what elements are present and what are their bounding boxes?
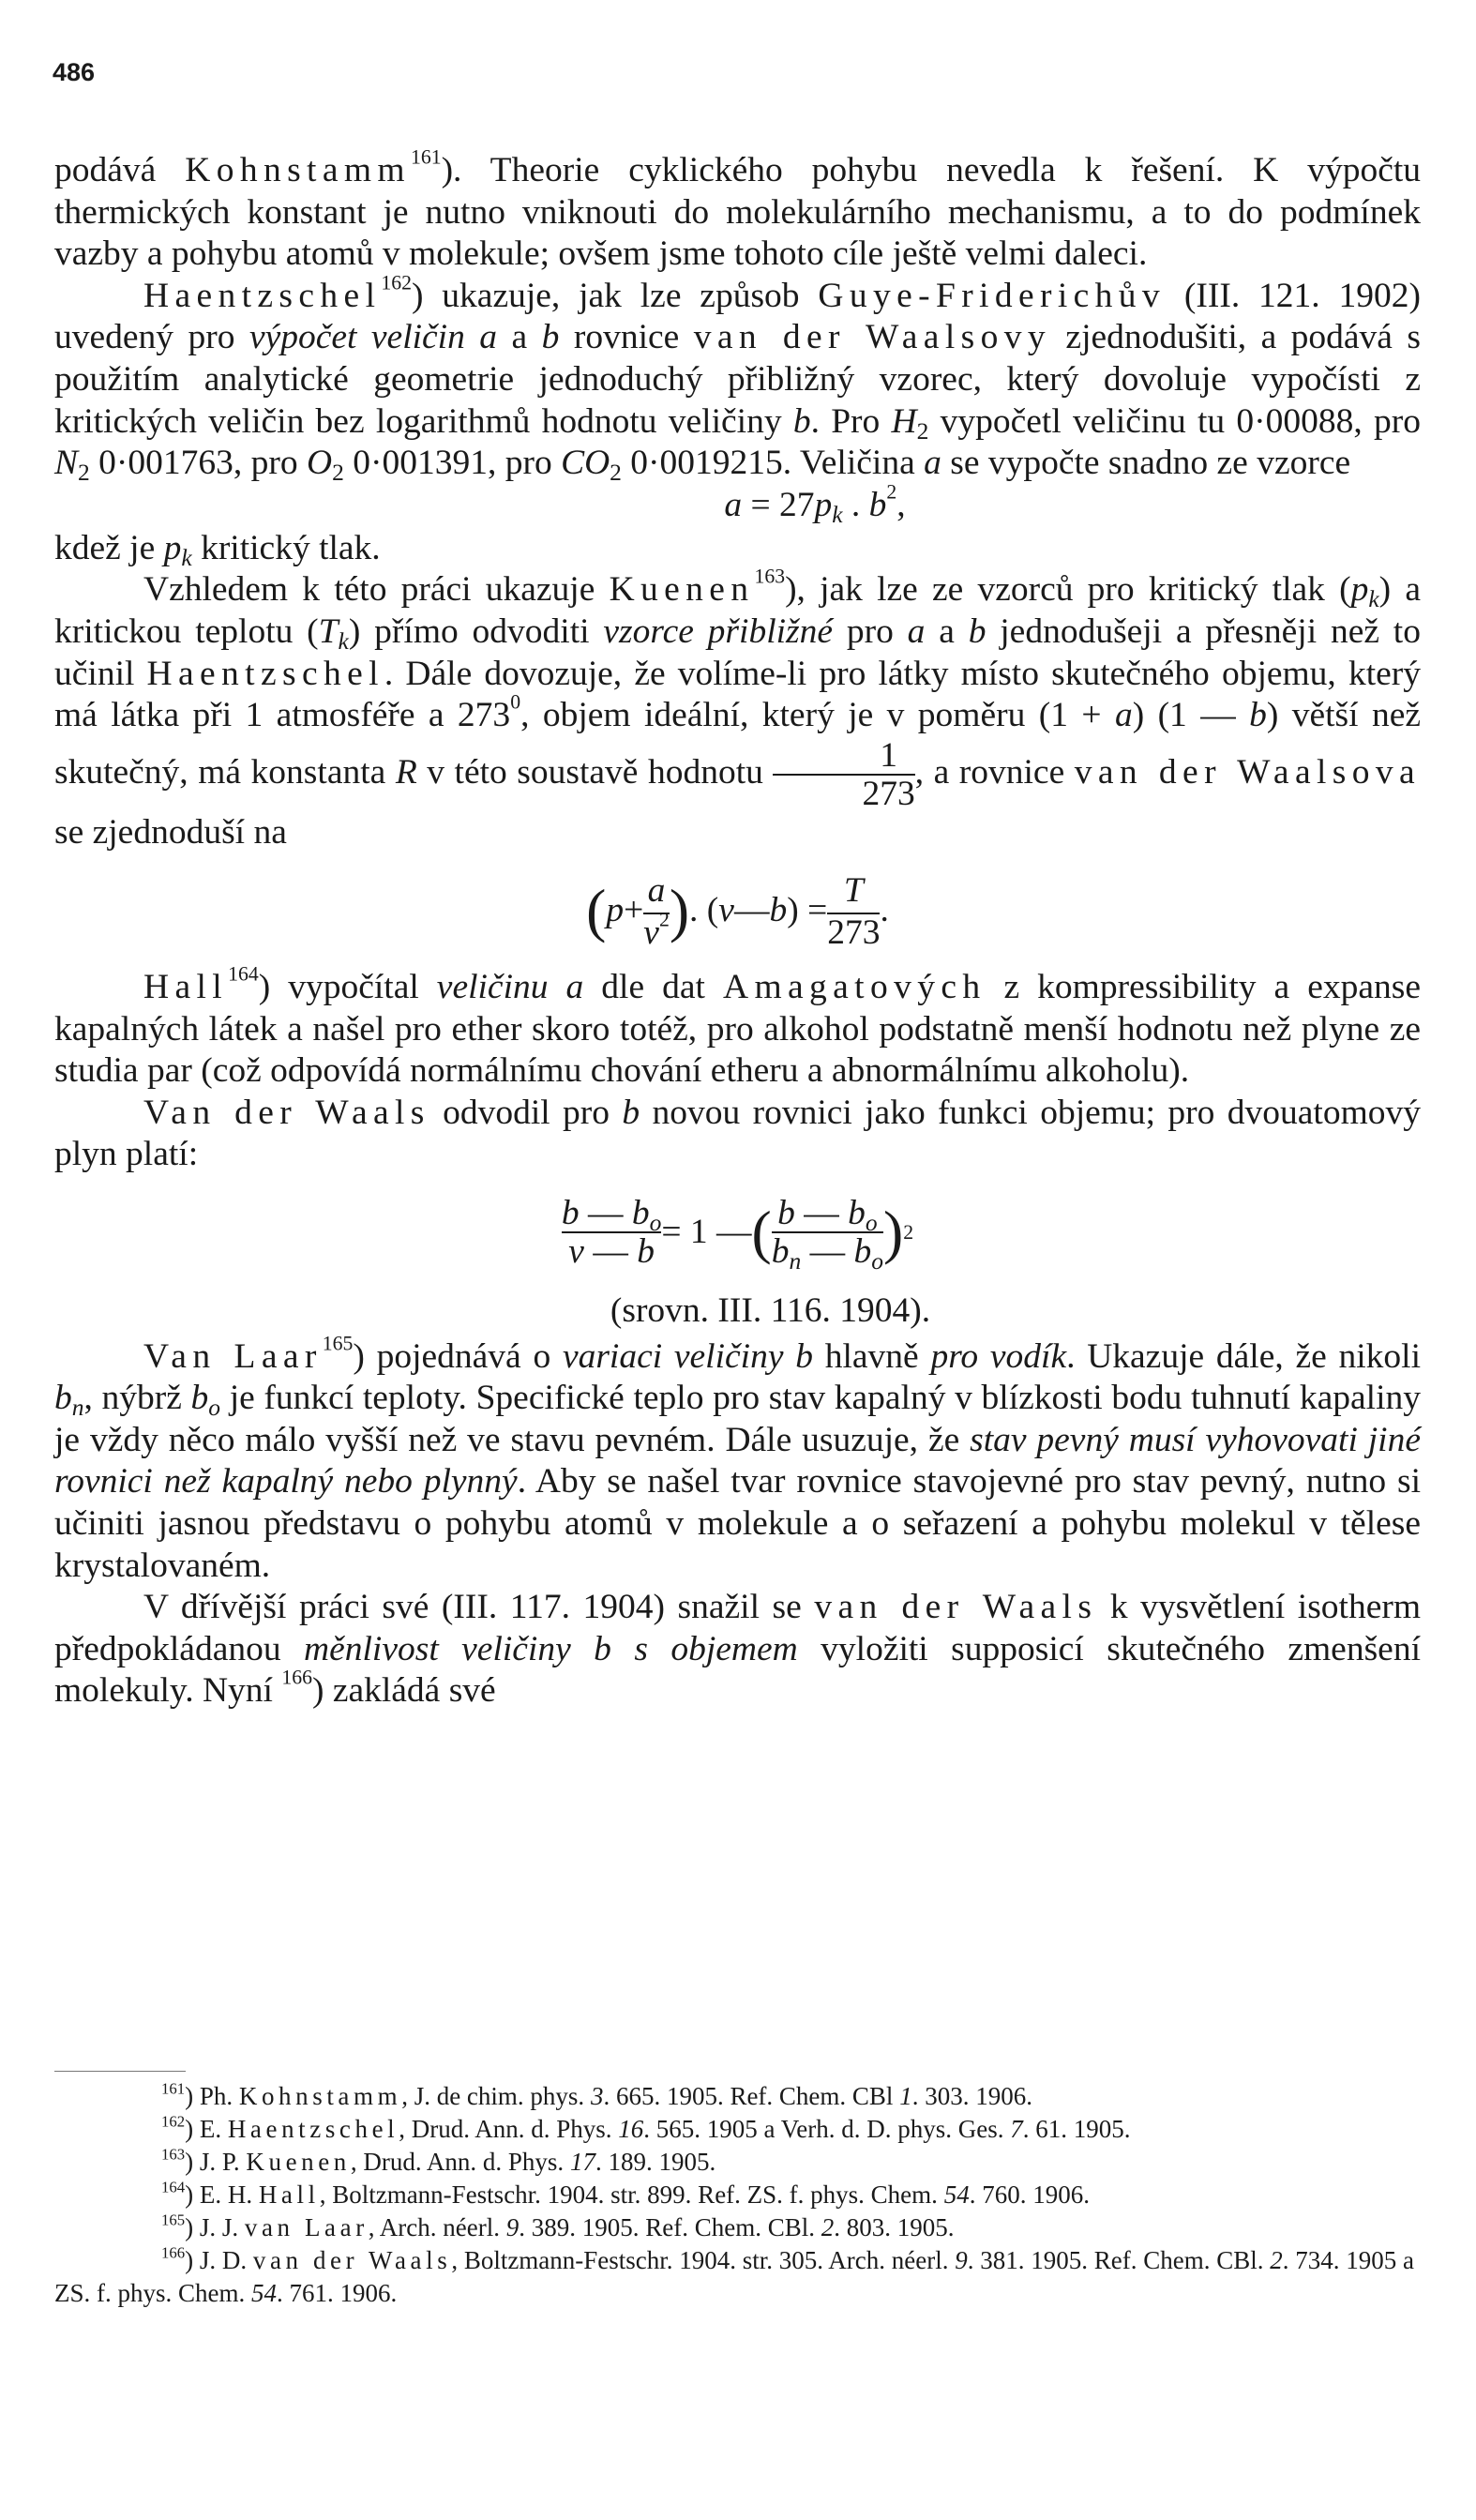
- paragraph-1: podává Kohnstamm$^{161}$). Theorie cyklického pohybu nevedla k řešení. K výpočtu thermických konstant je nutno vniknouti do molekulárního mechanismu, a to do podmínek vazby a pohybu atomů v molekule; ovšem jsme tohoto cíle ještě velmi daleci.: [54, 145, 1422, 274]
- paragraph-8: V dřívější práci své (III. 117. 1904) snažil se van der Waals k vysvětlení isotherm předpokládanou měnlivost veličiny b s objemem vyložiti supposicí skutečného zmenšení molekuly. Nyní $^{166}$) zakládá své: [54, 1588, 1422, 1711]
- author-name: Kuenen: [609, 570, 755, 610]
- footnote-ref: 164: [228, 962, 259, 986]
- footnote-rule: [54, 2071, 186, 2072]
- fraction: $\frac{b — b_o}{b_n — b_o}$: [771, 1193, 884, 1275]
- page-number: 486: [53, 58, 96, 86]
- footnote: $^{162}$) E. Haentzschel, Drud. Ann. d. Phys. 16. 565. 1905 a Verh. d. D. phys. Ges. 7. 61. 1905.: [161, 2112, 1131, 2143]
- author-name: Guye-Friderichův: [818, 276, 1167, 315]
- fraction: $\frac{a}{v^2}$: [643, 871, 670, 952]
- footnote-ref: 166: [281, 1666, 312, 1689]
- footnote-ref: 161: [410, 145, 442, 169]
- author-name: Haentzschel: [143, 276, 382, 315]
- footnote: $^{165}$) J. J. van Laar, Arch. néerl. 9. 389. 1905. Ref. Chem. CBl. 2. 803. 1905.: [161, 2211, 955, 2241]
- paragraph-7: Van Laar$^{165}$) pojednává o variaci veličiny b hlavně pro vodík. Ukazuje dále, že nikoli $b_n$, nýbrž $b_o$ je funkcí teploty. Specifické teplo pro stav kapalný v blízkosti bodu tuhnutí kapaliny je vždy něco málo vyšší než ve stavu pevném. Dále usuzuje, že stav pevný musí vyhovovati jiné rovnici než kapalný nebo plynný. Aby se našel tvar rovnice stavojevné pro stav pevný, nutno si učiniti jasnou představu o pohybu atomů v molekule a o seřazení a pohybu molekul v tělese krystalovaném.: [54, 1332, 1422, 1585]
- footnote-ref: 162: [381, 271, 412, 294]
- author-name: van der Waalsova: [1074, 752, 1421, 792]
- author-name: Van Laar: [143, 1336, 323, 1376]
- footnote: $^{166}$) J. D. van der Waals, Boltzmann-Festschr. 1904. str. 305. Arch. néerl. 9. 381. 1905. Ref. Chem. CBl. 2. 734. 1905 a ZS. f. phys. Chem. 54. 761. 1906.: [54, 2243, 1414, 2307]
- footnote: $^{163}$) J. P. Kuenen, Drud. Ann. d. Phys. 17. 189. 1905.: [161, 2145, 716, 2176]
- paragraph-5: Hall$^{164}$) vypočítal veličinu a dle dat Amagatových z kompressibility a expanse kapalných látek a našel pro ether skoro totéž, pro alkohol podstatně menší hodnotu než plyne ze studia par (což odpovídá normálnímu chování etheru a abnormálnímu alkoholu).: [54, 962, 1421, 1091]
- author-name: Haentzschel: [146, 654, 384, 693]
- footnote-ref: 163: [754, 565, 786, 588]
- fraction: $\frac{T}{273}$: [827, 871, 881, 952]
- main-text: [54, 145, 1422, 1713]
- footnote-ref: 165: [322, 1332, 354, 1355]
- equation-b: $\frac{b — b_o}{v — b}$ = 1 — ( $\frac{b — b_o}{b_n — b_o}$ ) 2: [561, 1193, 914, 1275]
- fraction: $\frac{1}{273}$: [773, 737, 914, 813]
- fraction: $\frac{b — b_o}{v — b}$: [561, 1193, 662, 1272]
- author-name: van der Waals: [814, 1588, 1098, 1627]
- footnote: $^{164}$) E. H. Hall, Boltzmann-Festschr. 1904. str. 899. Ref. ZS. f. phys. Chem. 54. 760. 1906.: [161, 2178, 1090, 2209]
- paragraph-3: kdež je $p_k$ kritický tlak.: [54, 528, 381, 571]
- author-name: Van der Waals: [143, 1093, 430, 1132]
- author-name: Amagatových: [722, 968, 987, 1007]
- reference-note: (srovn. III. 116. 1904).: [610, 1291, 931, 1331]
- paragraph-2: Haentzschel$^{162}$) ukazuje, jak lze způsob Guye-Friderichův (III. 121. 1902) uvedený pro výpočet veličin a a b rovnice van der Waalsovy zjednodušiti, a podává s použitím analytické geometrie jednoduchý přibližný vzorec, který dovoluje vypočísti z kritických veličin bez logarithmů hodnotu veličiny b. Pro $H_2$ vypočetl veličinu tu 0·00088, pro $N_2$ 0·001763, pro $O_2$ 0·001391, pro $CO_2$ 0·0019215. Veličina a se vypočte snadno ze vzorce: [54, 271, 1422, 487]
- paragraph-6: Van der Waals odvodil pro b novou rovnici jako funkci objemu; pro dvouatomový plyn platí:: [54, 1093, 1421, 1174]
- footnote: $^{161}$) Ph. Kohnstamm, J. de chim. phys. 3. 665. 1905. Ref. Chem. CBl 1. 303. 1906.: [161, 2079, 1032, 2110]
- paragraph-4: Vzhledem k této práci ukazuje Kuenen$^{163}$), jak lze ze vzorců pro kritický tlak $(p_k)$ a kritickou teplotu $(T_k)$ přímo odvoditi vzorce přibližné pro a a b jednodušeji a přesněji než to učinil Haentzschel. Dále dovozuje, že volíme-li pro látky místo skutečného objemu, který má látka při 1 atmosféře a $273^0$, objem ideální, který je v poměru (1 + a) (1 — b) větší než skutečný, má konstanta R v této soustavě hodnotu $\frac{1}{273}$ , a rovnice van der Waalsova se zjednoduší na: [54, 565, 1421, 853]
- footnotes: [54, 2080, 1421, 2310]
- author-name: Kohnstamm: [185, 151, 411, 189]
- author-name: Hall: [143, 968, 229, 1007]
- equation-a: $a = 27p_k$ . $b^2$,: [724, 480, 906, 528]
- equation-van-der-waals: ( p + $\frac{a}{v^2}$ ) . ( v — b ) = $\frac{T}{273}$ .: [586, 871, 889, 952]
- author-name: van der Waalsovy: [693, 318, 1051, 357]
